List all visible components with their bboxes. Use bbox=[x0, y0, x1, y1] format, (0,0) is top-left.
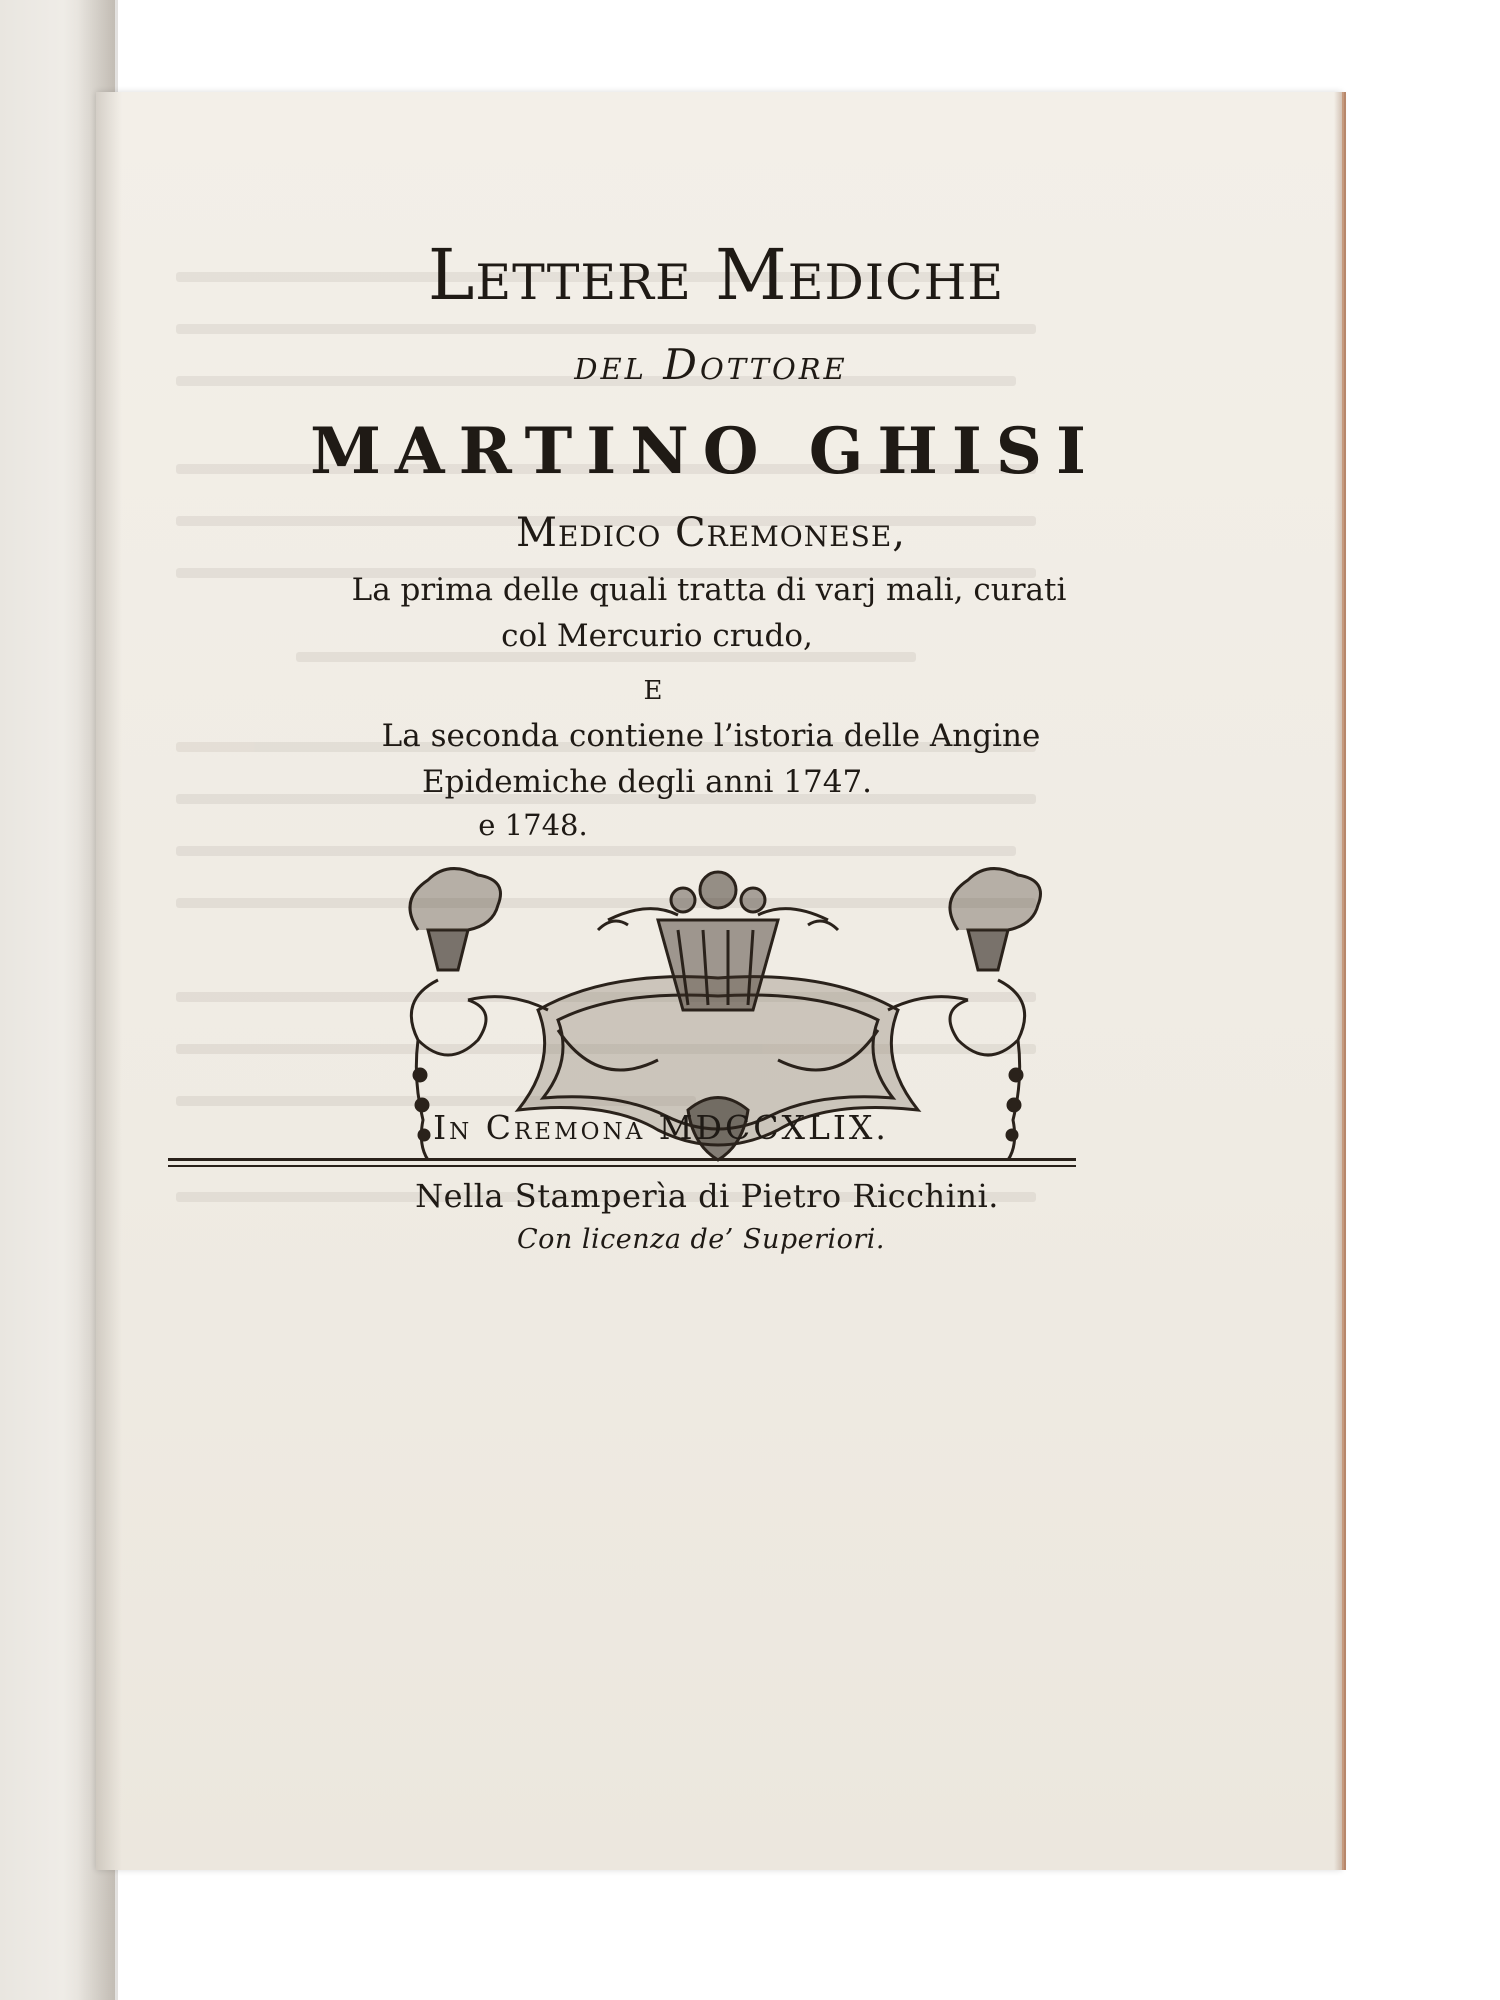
conjunction: E bbox=[643, 676, 663, 706]
licence-line: Con licenza de’ Superiori. bbox=[516, 1224, 886, 1255]
title-page bbox=[96, 92, 1342, 1870]
author-name: MARTINO GHISI bbox=[310, 414, 1100, 489]
author-role: Medico Cremonese, bbox=[515, 510, 907, 556]
imprint-rule-thick bbox=[168, 1158, 1076, 1161]
printer-line: Nella Stamperìa di Pietro Ricchini. bbox=[415, 1177, 999, 1215]
description-second-line-2: Epidemiche degli anni 1747. bbox=[421, 764, 873, 800]
description-first-line-1: La prima delle quali tratta di varj mali, curati bbox=[351, 572, 1067, 608]
description-second-line-3: e 1748. bbox=[478, 808, 588, 842]
description-second-line-1: La seconda contiene l’istoria delle Angine bbox=[381, 718, 1041, 754]
imprint-place-date: In Cremona MDCCXLIX. bbox=[433, 1108, 889, 1147]
description-first-line-2: col Mercurio crudo, bbox=[501, 618, 813, 654]
by-line: del Dottore bbox=[574, 340, 848, 389]
book-title: Lettere Mediche bbox=[427, 234, 1005, 316]
page-fore-edge bbox=[1334, 92, 1342, 1870]
imprint-rule-thin bbox=[168, 1165, 1076, 1167]
